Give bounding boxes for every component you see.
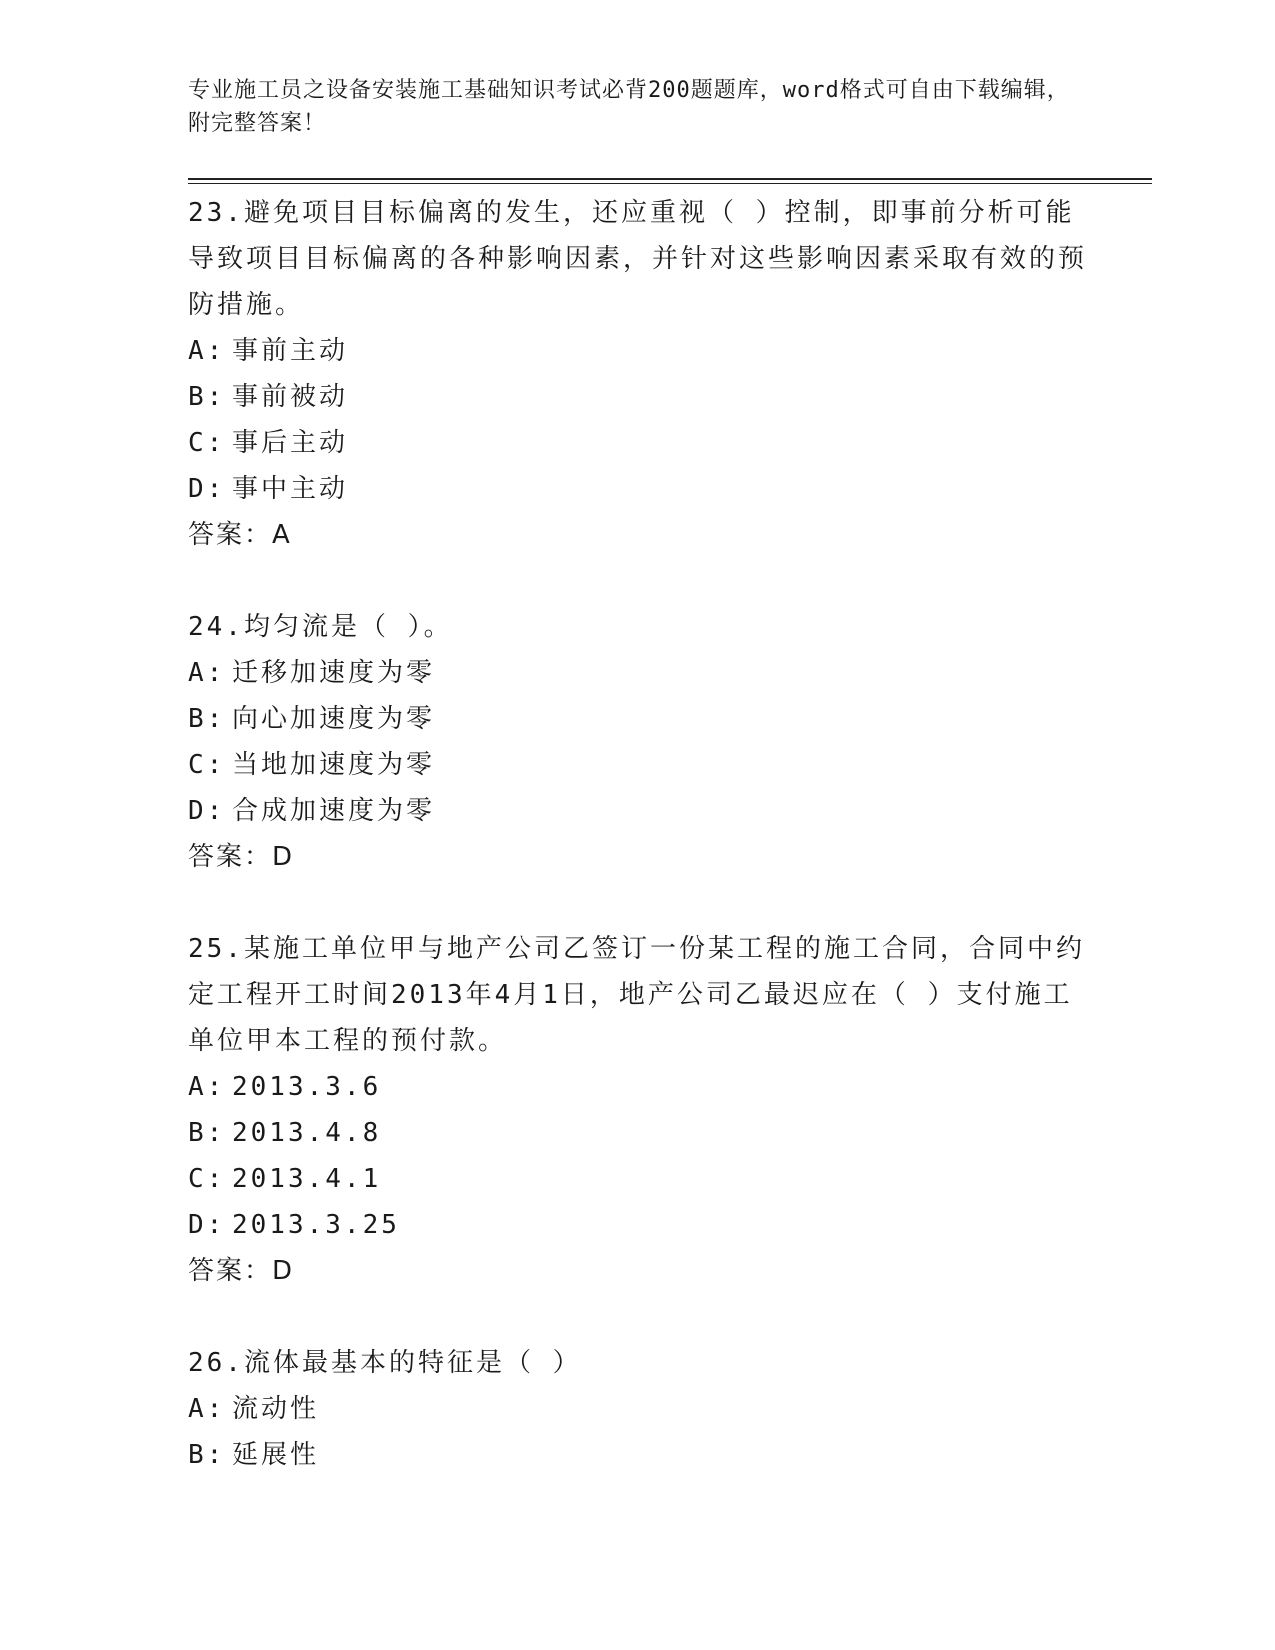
option-text: 迁移加速度为零 (232, 658, 436, 688)
header-divider-thin (188, 183, 1152, 184)
option-letter: C: (188, 428, 226, 458)
option-text: 向心加速度为零 (232, 704, 436, 734)
question-list (188, 190, 1088, 1524)
option-b (188, 696, 1088, 742)
question-25 (188, 926, 1088, 1294)
option-letter: D: (188, 1210, 226, 1240)
option-a (188, 328, 1088, 374)
question-stem: 23.避免项目目标偏离的发生，还应重视（ ）控制，即事前分析可能导致项目目标偏离的各种影响因素，并针对这些影响因素采取有效的预防措施。 (188, 198, 1088, 320)
option-text: 当地加速度为零 (232, 750, 436, 780)
option-text: 流动性 (232, 1394, 320, 1424)
option-d (188, 788, 1088, 834)
header-divider-thick (188, 178, 1152, 180)
option-b (188, 1110, 1088, 1156)
option-a (188, 1386, 1088, 1432)
option-letter: A: (188, 658, 226, 688)
option-text: 事中主动 (232, 474, 349, 504)
option-text: 2013.4.1 (232, 1164, 382, 1194)
answer-line: 答案：D (188, 1256, 295, 1286)
option-text: 2013.4.8 (232, 1118, 382, 1148)
option-letter: C: (188, 1164, 226, 1194)
option-letter: B: (188, 704, 226, 734)
option-letter: A: (188, 336, 226, 366)
option-text: 延展性 (232, 1440, 320, 1470)
option-text: 2013.3.6 (232, 1072, 382, 1102)
question-24 (188, 604, 1088, 880)
option-text: 2013.3.25 (232, 1210, 400, 1240)
option-text: 合成加速度为零 (232, 796, 436, 826)
option-letter: D: (188, 796, 226, 826)
option-d (188, 1202, 1088, 1248)
document-header: 专业施工员之设备安装施工基础知识考试必背200题题库，word格式可自由下载编辑，附完整答案！ (188, 78, 1070, 136)
answer-line: 答案：A (188, 520, 292, 550)
option-d (188, 466, 1088, 512)
option-b (188, 1432, 1088, 1478)
option-a (188, 1064, 1088, 1110)
answer-line: 答案：D (188, 842, 295, 872)
option-text: 事后主动 (232, 428, 349, 458)
option-letter: A: (188, 1072, 226, 1102)
option-letter: B: (188, 1440, 226, 1470)
option-c (188, 1156, 1088, 1202)
question-stem: 24.均匀流是（ ）。 (188, 612, 453, 642)
option-c (188, 420, 1088, 466)
option-letter: B: (188, 382, 226, 412)
question-stem: 25.某施工单位甲与地产公司乙签订一份某工程的施工合同，合同中约定工程开工时间2013年4月1日，地产公司乙最迟应在（ ）支付施工单位甲本工程的预付款。 (188, 934, 1085, 1056)
option-letter: D: (188, 474, 226, 504)
option-text: 事前被动 (232, 382, 349, 412)
option-text: 事前主动 (232, 336, 349, 366)
option-b (188, 374, 1088, 420)
question-26 (188, 1340, 1088, 1478)
question-23 (188, 190, 1088, 558)
question-stem: 26.流体最基本的特征是（ ） (188, 1348, 582, 1378)
option-letter: A: (188, 1394, 226, 1424)
option-letter: B: (188, 1118, 226, 1148)
option-c (188, 742, 1088, 788)
option-letter: C: (188, 750, 226, 780)
option-a (188, 650, 1088, 696)
